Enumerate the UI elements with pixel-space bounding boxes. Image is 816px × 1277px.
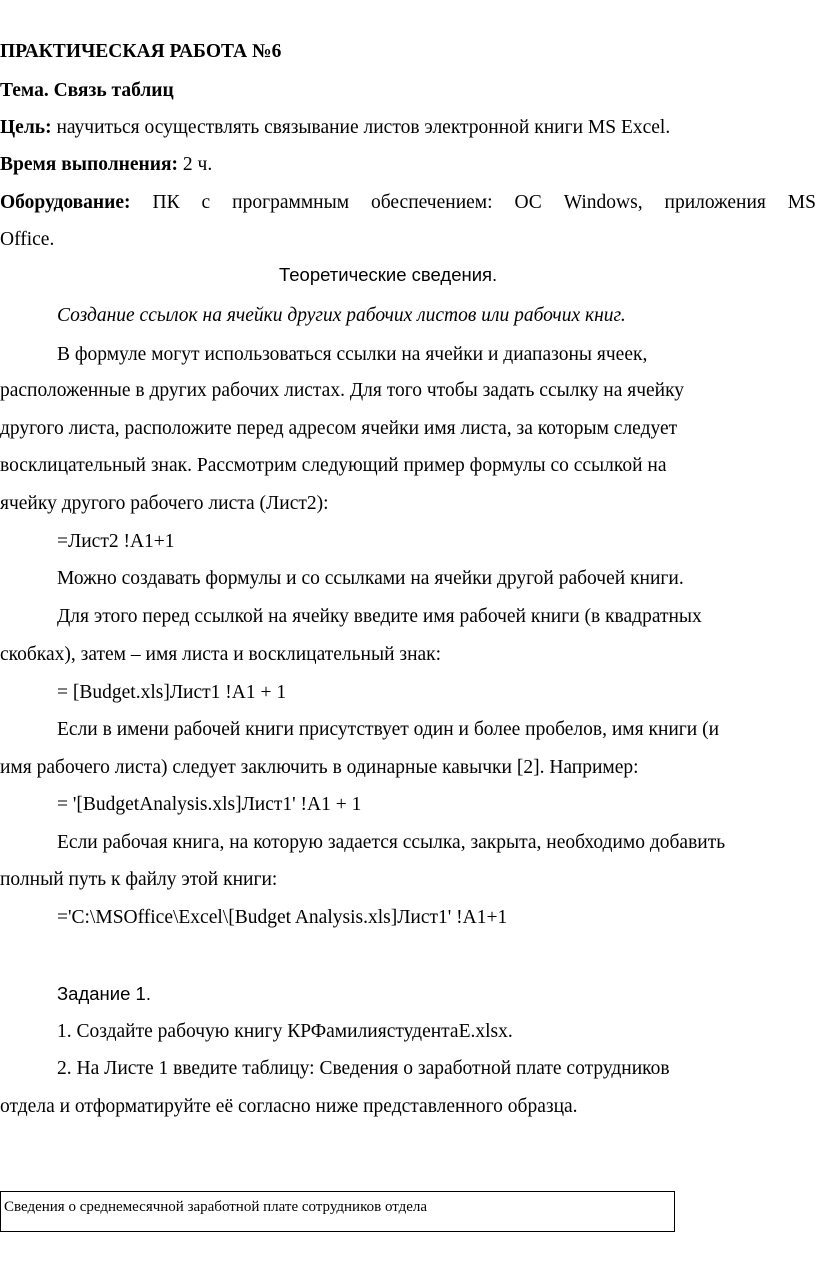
goal-value: научиться осуществлять связывание листов электронной книги MS Excel.	[56, 117, 671, 138]
duration-value: 2 ч.	[182, 154, 213, 175]
theory-subheading: Создание ссылок на ячейки других рабочих листов или рабочих книг.	[57, 305, 626, 326]
formula-example: = [Budget.xls]Лист1 !A1 + 1	[57, 682, 287, 703]
task-heading: Задание 1.	[57, 983, 151, 1004]
formula-example: = '[BudgetAnalysis.xls]Лист1' !A1 + 1	[57, 794, 362, 815]
topic-value: Связь таблиц	[53, 80, 174, 101]
paragraph-line: Если в имени рабочей книги присутствует один и более пробелов, имя книги (и	[57, 719, 720, 740]
formula-example: ='C:\MSOffice\Excel\[Budget Analysis.xls]Лист1' !A1+1	[57, 907, 508, 928]
paragraph-line: восклицательный знак. Рассмотрим следующий пример формулы со ссылкой на	[0, 455, 667, 476]
paragraph-line: расположенные в других рабочих листах. Для того чтобы задать ссылку на ячейку	[0, 380, 685, 401]
duration-label: Время выполнения:	[0, 154, 179, 175]
table-caption: Сведения о среднемесячной заработной плате сотрудников отдела	[4, 1199, 428, 1215]
document-title: ПРАКТИЧЕСКАЯ РАБОТА №6	[0, 41, 282, 62]
equipment-line-1	[0, 193, 816, 213]
paragraph-line: другого листа, расположите перед адресом ячейки имя листа, за которым следует	[0, 418, 678, 439]
paragraph-line: Для этого перед ссылкой на ячейку введите имя рабочей книги (в квадратных	[57, 606, 702, 627]
theory-heading: Теоретические сведения.	[279, 264, 498, 285]
paragraph-line: В формуле могут использоваться ссылки на ячейки и диапазоны ячеек,	[57, 344, 648, 365]
duration-line	[0, 155, 212, 175]
paragraph-line: имя рабочего листа) следует заключить в одинарные кавычки [2]. Например:	[0, 757, 639, 778]
paragraph-line: Если рабочая книга, на которую задается ссылка, закрыта, необходимо добавить	[57, 832, 726, 853]
equipment-value: ПК с программным обеспечением: ОС Windows, приложения MS	[152, 192, 816, 213]
paragraph-line: Можно создавать формулы и со ссылками на ячейки другой рабочей книги.	[57, 568, 684, 589]
formula-example: =Лист2 !A1+1	[57, 531, 175, 552]
task-item: 1. Создайте рабочую книгу КРФамилиястудентаЕ.xlsx.	[57, 1021, 513, 1042]
task-item-continuation: отдела и отформатируйте её согласно ниже представленного образца.	[0, 1096, 578, 1117]
goal-line	[0, 118, 670, 138]
goal-label: Цель:	[0, 117, 52, 138]
topic-line	[0, 81, 174, 101]
paragraph-line: ячейку другого рабочего листа (Лист2):	[0, 493, 329, 514]
paragraph-line: полный путь к файлу этой книги:	[0, 869, 278, 890]
table-caption-box	[0, 1191, 675, 1232]
topic-label: Тема.	[0, 80, 49, 101]
task-item: 2. На Листе 1 введите таблицу: Сведения о заработной плате сотрудников	[57, 1058, 670, 1079]
equipment-label: Оборудование:	[0, 192, 131, 213]
equipment-line-2: Office.	[0, 229, 55, 250]
paragraph-line: скобках), затем – имя листа и восклицательный знак:	[0, 644, 442, 665]
